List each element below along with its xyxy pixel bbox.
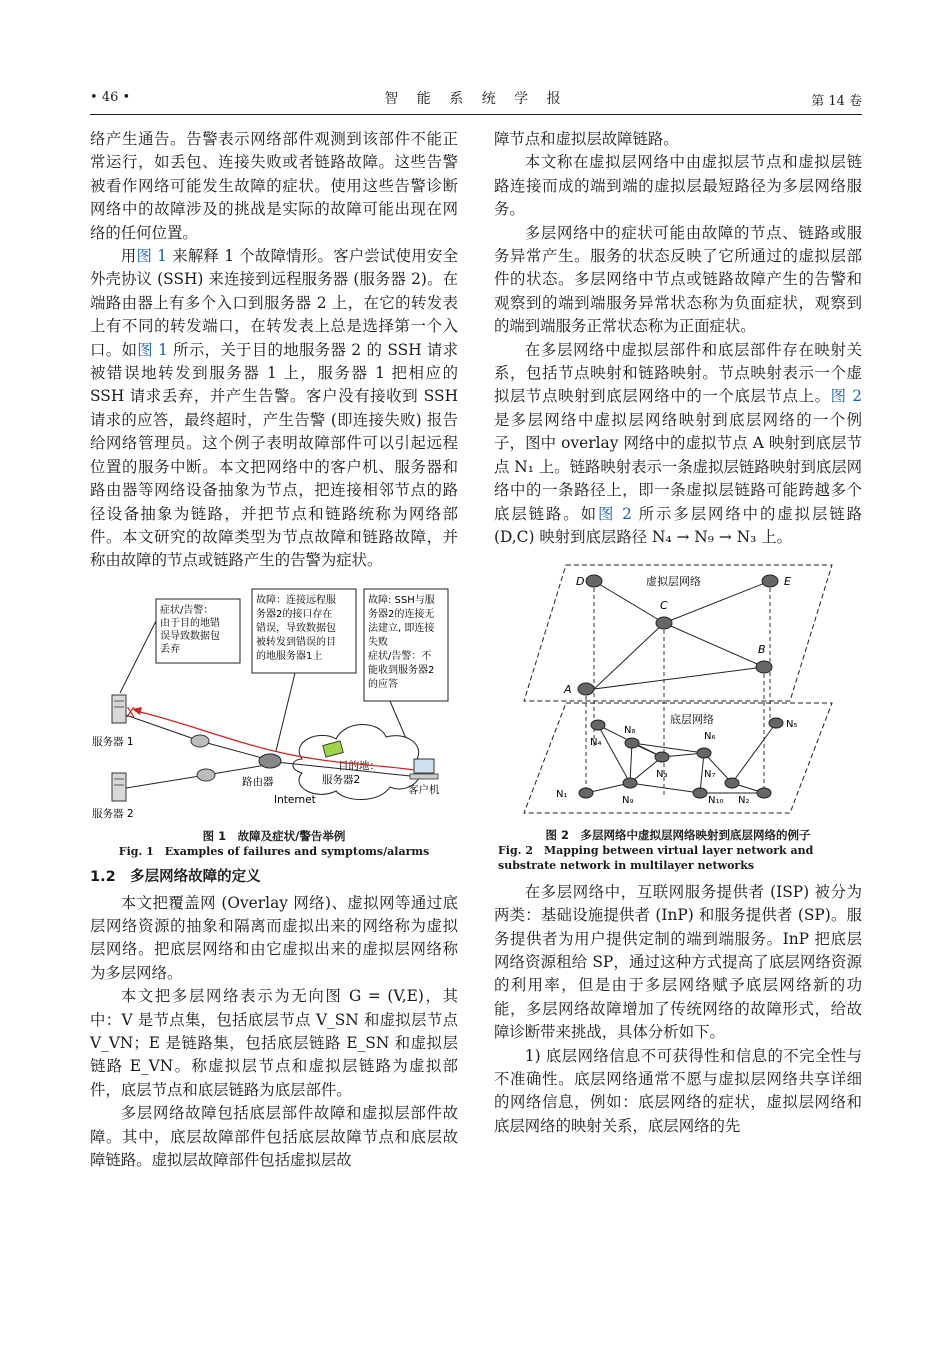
figure-1-caption-en: Fig. 1 Examples of failures and symptoms/alarms (118, 845, 430, 859)
node-label: C (660, 599, 668, 613)
box2-line: 的地服务器1上 (256, 650, 323, 662)
node-label: N₃ (656, 769, 668, 781)
node-label: D (576, 575, 585, 589)
substrate-node (697, 748, 711, 758)
page-number: • 46 • (90, 90, 131, 105)
figure-2-diagram (494, 557, 862, 819)
figure-2-caption-en: Fig. 2 Mapping between virtual layer network and substrate network in multilayer networks (498, 843, 814, 872)
paragraph: 本文把多层网络表示为无向图 G = (V,E)，其中：V 是节点集，包括底层节点 V_SN 和虚拟层节点 V_VN；E 是链路集，包括底层链路 E_SN 和虚拟层链路 E_VN。称虚拟层节点和虚拟层链路为虚拟部件，底层节点和底层链路为底层部件。 (90, 987, 458, 1099)
paragraph: 本文称在虚拟层网络中由虚拟层节点和虚拟层链路连接而成的端到端的虚拟层最短路径为多层网络服务。 (494, 153, 862, 219)
node-label: N₁ (556, 789, 568, 801)
substrate-node (625, 738, 639, 748)
paragraph: 本文把覆盖网 (Overlay 网络)、虚拟网等通过底层网络资源的抽象和隔离而虚拟出来的网络称为虚拟层网络。把底层网络和由它虚拟出来的虚拟层网络称为多层网络。 (90, 893, 458, 982)
node-label: N₉ (622, 795, 634, 807)
substrate-node (757, 788, 771, 798)
server1-label: 服务器 1 (92, 735, 134, 748)
virtual-node-d (586, 575, 602, 587)
box3-line: 故障: SSH与服 (368, 594, 435, 606)
paragraph: 多层网络故障包括底层部件故障和虚拟层部件故障。其中，底层故障部件包括底层故障节点和底层故障链路。虚拟层故障部件包括虚拟层故 (90, 1104, 458, 1169)
paragraph: 障节点和虚拟层故障链路。 (494, 130, 679, 148)
virtual-node-b (756, 661, 772, 673)
drop-cross: X (126, 705, 135, 721)
box1-line: 症状/告警： (160, 604, 214, 616)
box2-line: 被转发到错误的目 (256, 636, 336, 648)
node-label: A (564, 683, 572, 697)
figure-link[interactable]: 图 1 (137, 340, 168, 359)
figure-1-diagram (90, 581, 458, 821)
page-header (90, 88, 862, 110)
node-label: N₄ (590, 737, 602, 749)
server-icon (112, 773, 126, 801)
box2-line: 错误，导致数据包 (256, 622, 336, 634)
destination-label: 服务器2 (322, 773, 361, 786)
box3-line: 的应答 (368, 678, 398, 690)
node-label: N₇ (704, 769, 716, 781)
virtual-node-e (762, 575, 778, 587)
paragraph: 在多层网络中虚拟层部件和底层部件存在映射关系，包括节点映射和链路映射。节点映射表示一个虚拟层节点映射到底层网络中的一个底层节点上。图 2 是多层网络中虚拟层网络映射到底层网络的一个例子，图中 overlay 网络中的虚拟节点 A 映射到底层节点 N₁ 上。链路映射表示一条虚拟层链路映射到底层网络中的一条路径上，即一条虚拟层链路可能跨越多个底层链路。如图 2 所示多层网络中的虚拟层链路 (D,C) 映射到底层路径 N₄ → N₉ → N₃ 上。 (494, 340, 863, 546)
figure-link[interactable]: 图 2 (597, 504, 632, 523)
paragraph: 用图 1 来解释 1 个故障情形。客户尝试使用安全外壳协议 (SSH) 来连接到远程服务器 (服务器 2)。在端路由器上有多个入口到服务器 2 上，在它的转发表上有不同的转发端口，在转发表上总是选择第一个入口。如图 1 所示，关于目的地服务器 2 的 SSH 请求被错误地转发到服务器 1 上，服务器 1 把相应的 SSH 请求丢弃，并产生告警。客户没有接收到 SSH 请求的应答，最终超时，产生告警 (即连接失败) 报告给网络管理员。这个例子表明故障部件可以引起远程位置的服务中断。本文把网络中的客户机、服务器和路由器等网络设备抽象为节点，把连接相邻节点的路径设备抽象为链路，并把节点和链路统称为网络部件。本文研究的故障类型为节点故障和链路故障，并称由故障的节点或链路产生的告警为症状。 (90, 247, 458, 570)
router-icon (259, 754, 281, 768)
node-label: N₁₀ (708, 795, 724, 807)
box1-line: 误导致数据包 (160, 630, 220, 642)
virtual-node-a (578, 683, 594, 695)
client-icon (414, 759, 434, 773)
node-label: B (758, 643, 766, 657)
box3-line: 务器2的连接无 (368, 608, 435, 620)
server-icon (112, 695, 126, 723)
figure-link[interactable]: 图 2 (830, 387, 862, 406)
box3-line: 失败 (368, 636, 388, 648)
substrate-node (725, 778, 739, 788)
substrate-layer-label: 底层网络 (670, 713, 714, 727)
volume-number: 第 14 卷 (811, 94, 862, 109)
box2-line: 故障：连接远程服 (256, 594, 336, 606)
box1-line: 丢弃 (160, 643, 180, 655)
figure-2 (494, 557, 862, 872)
right-column (494, 128, 862, 1138)
node-label: N₈ (624, 725, 636, 737)
client-label: 客户机 (408, 783, 440, 796)
substrate-node (693, 788, 707, 798)
switch-icon (191, 735, 209, 747)
paragraph: 多层网络中的症状可能由故障的节点、链路或服务异常产生。服务的状态反映了它所通过的虚拟层部件的状态。多层网络中节点或链路故障产生的告警和观察到的端到端服务异常状态称为负面症状，观察到的端到端服务正常状态称为正面症状。 (494, 223, 862, 336)
journal-name: 智 能 系 统 学 报 (384, 91, 568, 107)
substrate-node (579, 788, 593, 798)
node-label: E (784, 575, 791, 589)
box3-line: 法建立, 即连接 (368, 622, 435, 634)
substrate-node (591, 720, 605, 730)
node-label: N₆ (704, 731, 716, 743)
header-rule (90, 114, 862, 115)
server2-label: 服务器 2 (92, 807, 134, 820)
node-label: N₂ (738, 795, 750, 807)
box3-line: 症状/告警：不 (368, 650, 432, 662)
figure-link[interactable]: 图 1 (136, 247, 168, 266)
router-label: 路由器 (242, 775, 274, 788)
virtual-layer-label: 虚拟层网络 (646, 575, 701, 589)
left-column (90, 128, 458, 1172)
node-label: N₅ (786, 719, 798, 731)
figure-2-caption: 图 2 多层网络中虚拟层网络映射到底层网络的例子 (545, 827, 811, 842)
switch-icon (197, 769, 215, 781)
paragraph: 络产生通告。告警表示网络部件观测到该部件不能正常运行，如丢包、连接失败或者链路故障。这些告警被看作网络可能发生故障的症状。使用这些告警诊断网络中的故障涉及的挑战是实际的故障可能出现在网络的任何位置。 (90, 130, 458, 242)
section-title: 1.2 多层网络故障的定义 (90, 869, 261, 886)
internet-label: Internet (274, 793, 316, 806)
virtual-node-c (656, 617, 672, 629)
paragraph: 1) 底层网络信息不可获得性和信息的不完全性与不准确性。底层网络通常不愿与虚拟层网络共享详细的网络信息，例如：底层网络的症状，虚拟层网络和底层网络的映射关系，底层网络的先 (494, 1046, 862, 1135)
substrate-node (769, 718, 783, 728)
box3-line: 能收到服务器2 (368, 664, 435, 676)
substrate-node (623, 778, 637, 788)
paragraph: 在多层网络中，互联网服务提供者 (ISP) 被分为两类：基础设施提供者 (InP) 和服务提供者 (SP)。服务提供者为用户提供定制的端到端服务。InP 把底层网络资源租给 SP，通过这种方式提高了底层网络资源的利用率，但是由于多层网络赋予底层网络新的功能，多层网络故障增加了传统网络的故障形式，给故障诊断带来挑战，具体分析如下。 (494, 882, 862, 1042)
substrate-node (655, 752, 669, 762)
figure-1 (90, 581, 458, 860)
box1-line: 由于目的地错 (160, 617, 220, 629)
box2-line: 务器2的接口存在 (256, 608, 333, 620)
destination-label: 目的地： (338, 759, 380, 772)
figure-1-caption: 图 1 故障及症状/警告举例 (202, 829, 346, 844)
